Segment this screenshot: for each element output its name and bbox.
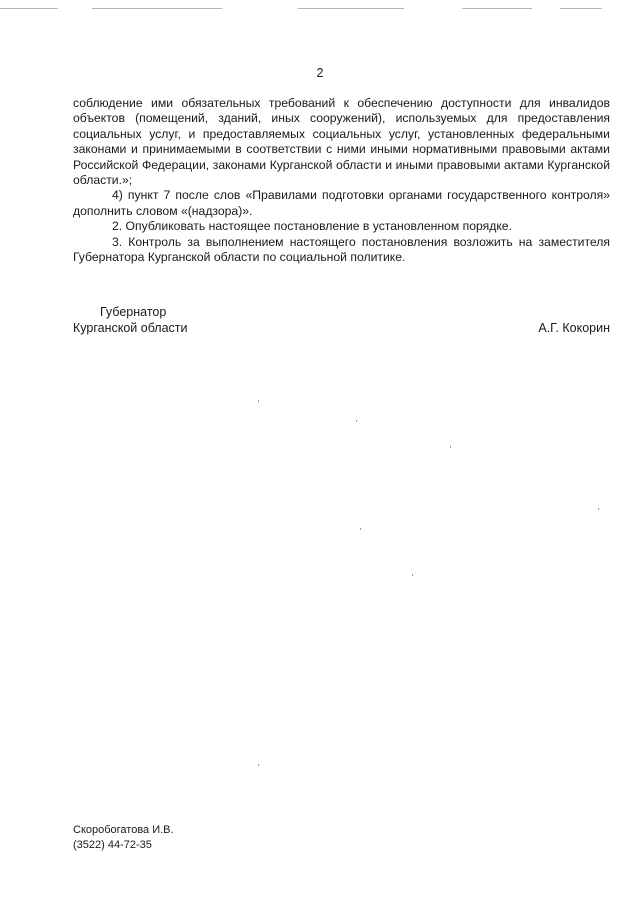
body-paragraph: 4) пункт 7 после слов «Правилами подготовки органами государственного контроля» дополнить словом «(надзора)».: [73, 188, 610, 218]
scan-artifact-speck: [598, 508, 599, 510]
scan-artifact-speck: [258, 764, 259, 766]
scan-artifact-line: [462, 8, 532, 9]
contact-block: [73, 823, 174, 852]
scan-artifact-speck: [356, 420, 357, 422]
contact-name: Скоробогатова И.В.: [73, 824, 174, 836]
scan-artifact-speck: [258, 400, 259, 402]
document-body: [73, 96, 610, 265]
scan-artifact-line: [0, 8, 58, 9]
scan-artifact-speck: [360, 528, 361, 530]
signatory-title: [73, 304, 188, 336]
scan-artifact-speck: [412, 574, 413, 576]
scan-artifact-line: [560, 8, 602, 9]
body-paragraph: соблюдение ими обязательных требований к обеспечению доступности для инвалидов объектов (помещений, зданий, иных сооружений), используемых для предоставления социальных услуг, и предоставляемых социальных услуг, установленных федеральными законами и принимаемыми в соответствии с ними иными нормативными правовыми актами Российской Федерации, законами Курганской области и иными правовыми актами Курганской области.»;: [73, 96, 610, 188]
scan-artifact-line: [298, 8, 404, 9]
signatory-title-line: Губернатор: [100, 305, 167, 319]
scan-artifact-line: [92, 8, 222, 9]
signatory-name: А.Г. Кокорин: [538, 321, 610, 335]
page-number: 2: [316, 66, 324, 80]
body-paragraph: 3. Контроль за выполнением настоящего постановления возложить на заместителя Губернатора Курганской области по социальной политике.: [73, 234, 610, 265]
body-paragraph: 2. Опубликовать настоящее постановление в установленном порядке.: [112, 219, 512, 234]
scan-artifact-speck: [450, 446, 451, 448]
contact-phone: (3522) 44-72-35: [73, 838, 152, 851]
signatory-title-line: Курганской области: [73, 321, 188, 335]
